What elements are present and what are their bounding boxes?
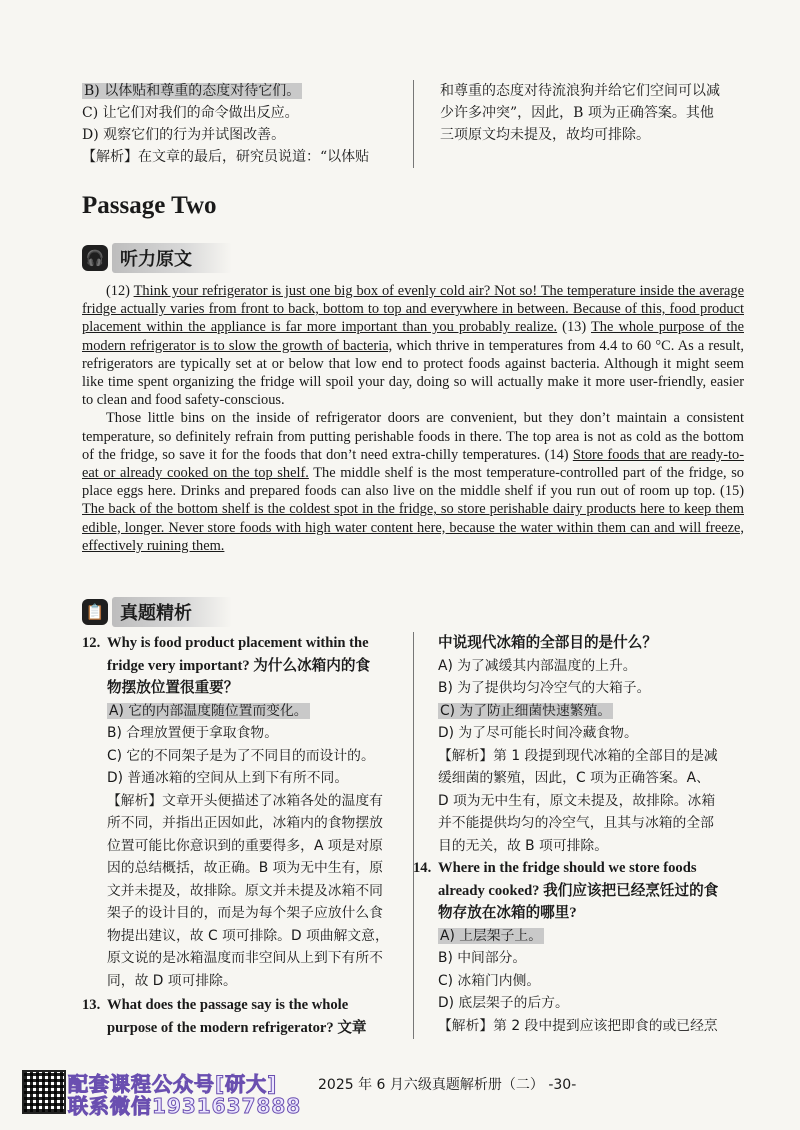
explanation-line: 原文说的是冰箱温度而非空间从上到下有所不 [107, 950, 383, 966]
question-12-stem: 12. Why is food product placement within the [82, 635, 369, 651]
explanation-line: 缓细菌的繁殖，因此，C 项为正确答案。A、 [438, 770, 710, 786]
question-stem-line: purpose of the modern refrigerator? 文章 [107, 1019, 367, 1036]
option-d: D) 为了尽可能长时间冷藏食物。 [438, 725, 638, 741]
option-c: C) 冰箱门内侧。 [438, 972, 541, 989]
question-13-stem: 13. What does the passage say is the whole [82, 997, 349, 1013]
transcript-paragraph-2 [82, 409, 744, 555]
explanation-line: 文并未提及，故排除。原文并未提及冰箱不同 [107, 882, 383, 899]
question-14-stem: 14. Where in the fridge should we store foods [413, 860, 697, 876]
promo-banner-line-1: 配套课程公众号[研大] [68, 1072, 278, 1096]
passage-title: Passage Two [82, 192, 217, 219]
transcript-text-run: (12) [106, 283, 134, 299]
transcript-text [82, 282, 744, 555]
transcript-text-run: which thrive in temperatures from 4.4 to 60 °C. As a result, refrigerators are typically set at or below that low end to protect foods against bacteria. Although it might seem like time spent organizing the fridge will spoil your day, doing so will actually make it more user-friendly, easier to clean and food safety-conscious. [82, 337, 744, 409]
underlined-key-sentence: The whole purpose of the modern refrigerator is to slow the growth of bacteria, [82, 319, 744, 354]
explanation-line: 三项原文均未提及，故均可排除。 [440, 127, 650, 143]
explanation-line: 位置可能比你意识到的重要得多，A 项是对原 [107, 837, 383, 854]
explanation-line: 少许多冲突”，因此，B 项为正确答案。其他 [440, 105, 714, 121]
section-label: 听力原文 [112, 243, 232, 273]
correct-option: C) 为了防止细菌快速繁殖。 [440, 702, 612, 719]
explanation-line: D 项为无中生有，原文未提及，故排除。冰箱 [438, 792, 716, 809]
page-number: 2025 年 6 月六级真题解析册（二） -30- [318, 1077, 577, 1093]
option-line: D) 观察它们的行为并试图改善。 [82, 127, 286, 143]
correct-option: A) 它的内部温度随位置而变化。 [109, 702, 308, 719]
transcript-text-run: Those little bins on the inside of refrigerator doors are convenient, but they don’t maintain a consistent temperature, so definitely refrain from putting perishable foods in there. The top area is not as cold as the bottom of the fridge, so save it for the foods that don’t need extra-chilly temperatures. (14) [82, 410, 744, 463]
left-column [82, 632, 414, 1039]
correct-option: A) 上层架子上。 [440, 927, 542, 944]
document-icon: 📋 [82, 599, 108, 625]
explanation-line: 架子的设计目的，而是为每个架子应放什么食 [107, 905, 383, 921]
underlined-key-sentence: The back of the bottom shelf is the coldest spot in the fridge, so store perishable dairy products here to keep them edible, longer. Never store foods with high water content here, because the water within them can and will freeze, effectively ruining them. [82, 501, 744, 554]
explanation-line: 目的无关，故 B 项可排除。 [438, 837, 609, 854]
transcript-text-run: (13) [557, 319, 591, 336]
underlined-key-sentence: Store foods that are ready-to-eat or already cooked on the top shelf. [82, 446, 744, 482]
highlighted-answer: B) 以体贴和尊重的态度对待它们。 [84, 83, 301, 99]
headphones-icon: 🎧 [82, 245, 108, 271]
question-stem-line: 物存放在冰箱的哪里? [438, 905, 577, 921]
option-a: A) 为了减缓其内部温度的上升。 [438, 657, 637, 674]
explanation-line: 并不能提供均匀的冷空气，且其与冰箱的全部 [438, 815, 714, 831]
option-c: C) 它的不同架子是为了不同目的而设计的。 [107, 747, 375, 764]
option-line: C) 让它们对我们的命令做出反应。 [82, 105, 299, 121]
underlined-key-sentence: Think your refrigerator is just one big box of evenly cold air? Not so! The temperature inside the average fridge actually varies from front to back, bottom to top and everywhere in between. Because of this, food product placement within the appliance is far more important than you probably realize. [82, 283, 745, 336]
question-13-stem-cont: 中说现代冰箱的全部目的是什么？ [438, 635, 657, 651]
section-header-analysis [82, 598, 232, 626]
question-stem-line: 物摆放位置很重要？ [107, 680, 239, 696]
fragment-left-column [82, 80, 414, 168]
explanation-line: 和尊重的态度对待流浪狗并给它们空间可以减 [440, 83, 720, 99]
explanation-line: 所不同，并指出正因如此，冰箱内的食物摆放 [107, 815, 383, 831]
right-column [414, 632, 746, 1039]
previous-answer-fragment [82, 80, 746, 168]
explanation-line: 【解析】在文章的最后，研究员说道：“以体贴 [82, 149, 370, 165]
question-stem-line: fridge very important? 为什么冰箱内的食 [107, 657, 371, 674]
page-footer [0, 1068, 800, 1118]
question-columns [82, 632, 746, 1039]
explanation-line: 【解析】第 2 段中提到应该把即食的或已经烹 [438, 1017, 718, 1034]
qr-code-icon [22, 1070, 66, 1114]
option-d: D) 普通冰箱的空间从上到下有所不同。 [107, 770, 349, 786]
transcript-paragraph-1 [82, 282, 744, 409]
option-b: B) 为了提供均匀冷空气的大箱子。 [438, 680, 651, 696]
explanation-line: 【解析】文章开头便描述了冰箱各处的温度有 [107, 792, 383, 809]
question-stem-line: already cooked? 我们应该把已经烹饪过的食 [438, 882, 719, 899]
transcript-text-run: The middle shelf is the most temperature-controlled part of the fridge, so place eggs here. Drinks and prepared foods can also live on the middle shelf if you run out of room up top. (15) [82, 465, 745, 500]
explanation-line: 【解析】第 1 段提到现代冰箱的全部目的是减 [438, 747, 718, 764]
explanation-line: 因的总结概括，故正确。B 项为无中生有，原 [107, 860, 383, 876]
fragment-right-column [414, 80, 746, 168]
option-b: B) 合理放置便于拿取食物。 [107, 725, 278, 741]
explanation-line: 同，故 D 项可排除。 [107, 972, 237, 989]
section-label: 真题精析 [112, 597, 232, 627]
option-b: B) 中间部分。 [438, 950, 527, 966]
promo-banner-line-2: 联系微信1931637888 [68, 1094, 302, 1118]
explanation-line: 物提出建议，故 C 项可排除。D 项曲解文意， [107, 927, 389, 944]
section-header-transcript [82, 244, 232, 272]
option-d: D) 底层架子的后方。 [438, 995, 569, 1011]
